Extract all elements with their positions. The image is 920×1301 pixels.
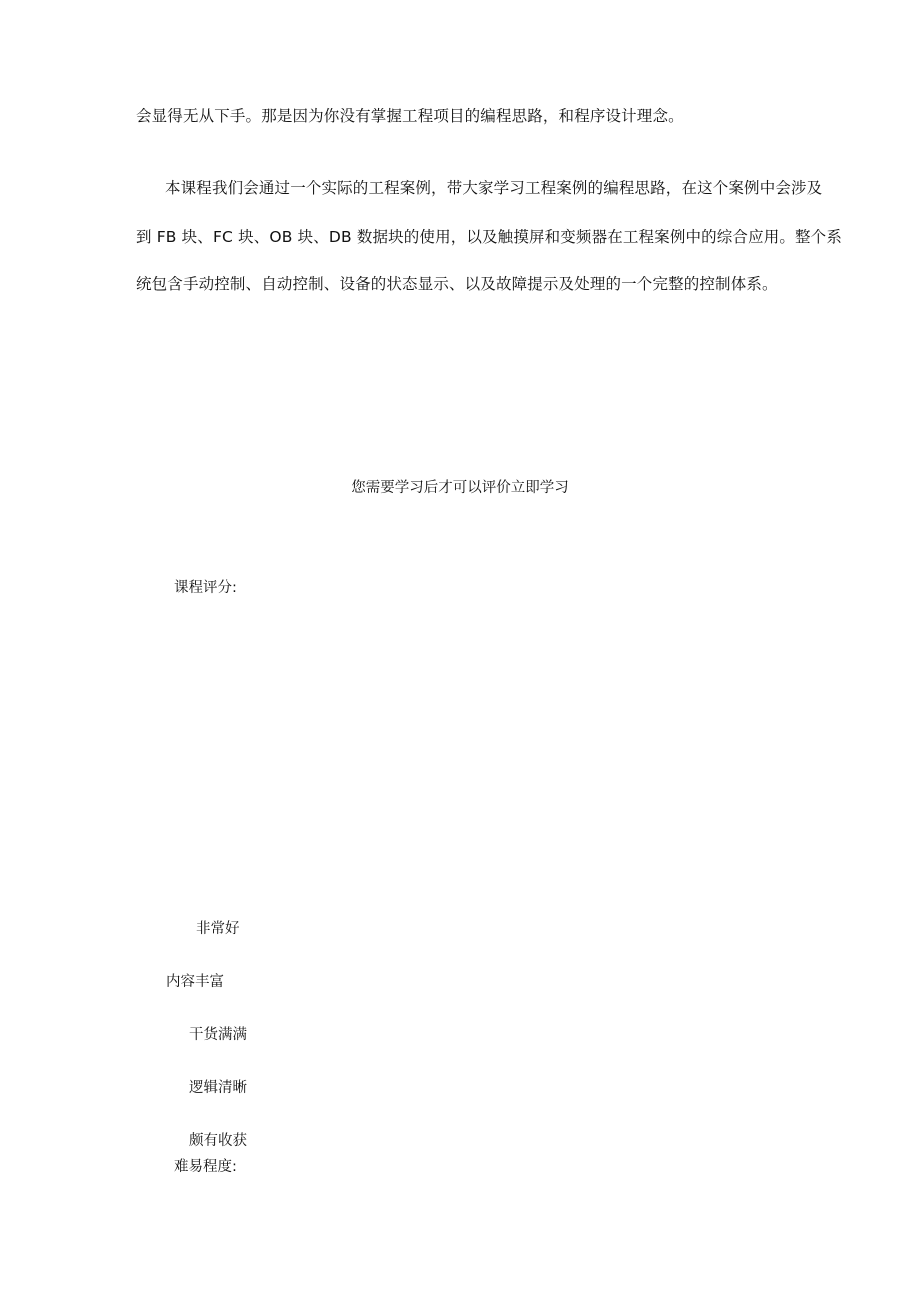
description-line-2: 本课程我们会通过一个实际的工程案例，带大家学习工程案例的编程思路，在这个案例中会涉及	[165, 179, 823, 197]
description-line-4: 统包含手动控制、自动控制、设备的状态显示、以及故障提示及处理的一个完整的控制体系。	[136, 275, 778, 293]
course-rating-label: 课程评分:	[174, 580, 237, 596]
tag-very-good[interactable]: 非常好	[196, 921, 240, 937]
tag-clear-logic[interactable]: 逻辑清晰	[189, 1080, 247, 1096]
tag-rich-content[interactable]: 内容丰富	[166, 974, 224, 990]
tag-rewarding[interactable]: 颇有收获	[189, 1133, 247, 1149]
description-line-1: 会显得无从下手。那是因为你没有掌握工程项目的编程思路，和程序设计理念。	[136, 107, 684, 125]
login-to-review-prompt[interactable]: 您需要学习后才可以评价立即学习	[351, 480, 569, 496]
description-line-3: 到 FB 块、FC 块、OB 块、DB 数据块的使用，以及触摸屏和变频器在工程案例中的综合应用。整个系	[136, 228, 842, 246]
difficulty-label: 难易程度:	[174, 1159, 237, 1175]
tag-practical[interactable]: 干货满满	[189, 1027, 247, 1043]
